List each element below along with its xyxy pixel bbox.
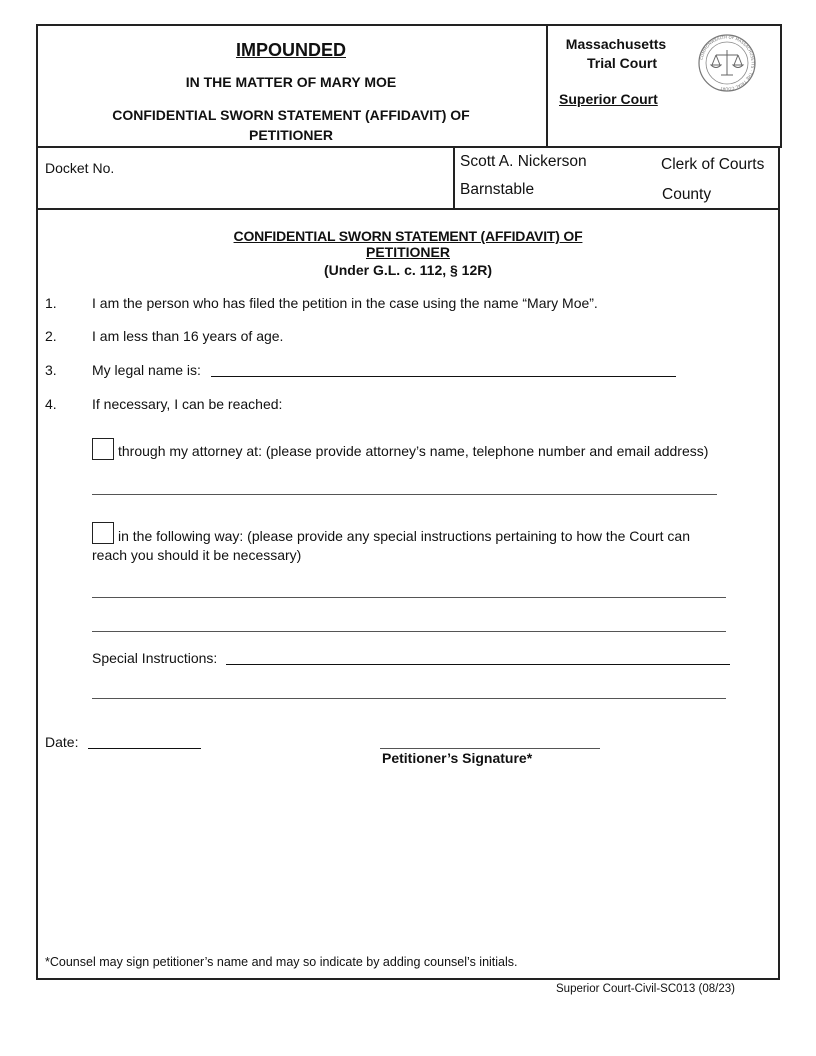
item-number-1: 1. — [45, 295, 57, 311]
signature-label: Petitioner’s Signature* — [382, 750, 533, 766]
other-way-option-line1: in the following way: (please provide any special instructions pertaining to how the Court can — [118, 528, 690, 544]
other-way-checkbox[interactable] — [92, 522, 114, 544]
footnote-mark: * — [45, 955, 50, 969]
county-label: County — [662, 186, 712, 203]
date-label: Date: — [45, 734, 79, 750]
footnote-text: Counsel may sign petitioner’s name and may so indicate by adding counsel’s initials. — [49, 955, 518, 969]
clerk-name: Scott A. Nickerson — [460, 153, 587, 170]
item-number-3: 3. — [45, 362, 57, 378]
seal-ring-text: COMMONWEALTH OF MASSACHUSETTS · THE TRIAL COURT — [698, 34, 756, 92]
clerk-title: Clerk of Courts — [661, 156, 765, 173]
special-instructions-label: Special Instructions: — [92, 650, 218, 666]
body-title-line1: CONFIDENTIAL SWORN STATEMENT (AFFIDAVIT) OF — [233, 228, 583, 244]
special-instructions-field[interactable] — [226, 652, 730, 665]
body-title-line2: PETITIONER — [365, 244, 450, 260]
impounded-label: IMPOUNDED — [235, 40, 346, 60]
form-title-line1: CONFIDENTIAL SWORN STATEMENT (AFFIDAVIT) OF — [112, 107, 470, 123]
attorney-checkbox[interactable] — [92, 438, 114, 460]
attorney-option-label: through my attorney at: (please provide attorney’s name, telephone number and email address) — [118, 443, 709, 459]
other-way-option-line2: reach you should it be necessary) — [92, 547, 302, 563]
date-field[interactable] — [88, 736, 201, 749]
matter-title: IN THE MATTER OF MARY MOE — [185, 74, 397, 90]
trial-court-seal — [697, 33, 757, 93]
item-text-4: If necessary, I can be reached: — [92, 396, 283, 412]
item-number-4: 4. — [45, 396, 57, 412]
item-text-2: I am less than 16 years of age. — [92, 328, 284, 344]
item-text-1: I am the person who has filed the petition in the case using the name “Mary Moe”. — [92, 295, 598, 311]
form-id: Superior Court-Civil-SC013 (08/23) — [556, 983, 735, 995]
footnote — [45, 955, 518, 969]
attorney-info-field[interactable] — [92, 480, 717, 495]
docket-number-label: Docket No. — [45, 160, 115, 176]
special-instructions-field-2[interactable] — [92, 684, 726, 699]
statute-reference: (Under G.L. c. 112, § 12R) — [323, 262, 493, 278]
item-text-3: My legal name is: — [92, 362, 201, 378]
docket-divider — [453, 146, 455, 210]
state-name: Massachusetts — [565, 36, 667, 52]
court-department: Superior Court — [559, 91, 658, 107]
other-way-field-1[interactable] — [92, 583, 726, 598]
signature-field[interactable] — [380, 736, 600, 749]
form-title-line2: PETITIONER — [248, 127, 333, 143]
legal-name-field[interactable] — [211, 364, 676, 377]
court-system: Trial Court — [586, 55, 657, 71]
other-way-field-2[interactable] — [92, 617, 726, 632]
item-number-2: 2. — [45, 328, 57, 344]
county-name: Barnstable — [460, 181, 535, 198]
